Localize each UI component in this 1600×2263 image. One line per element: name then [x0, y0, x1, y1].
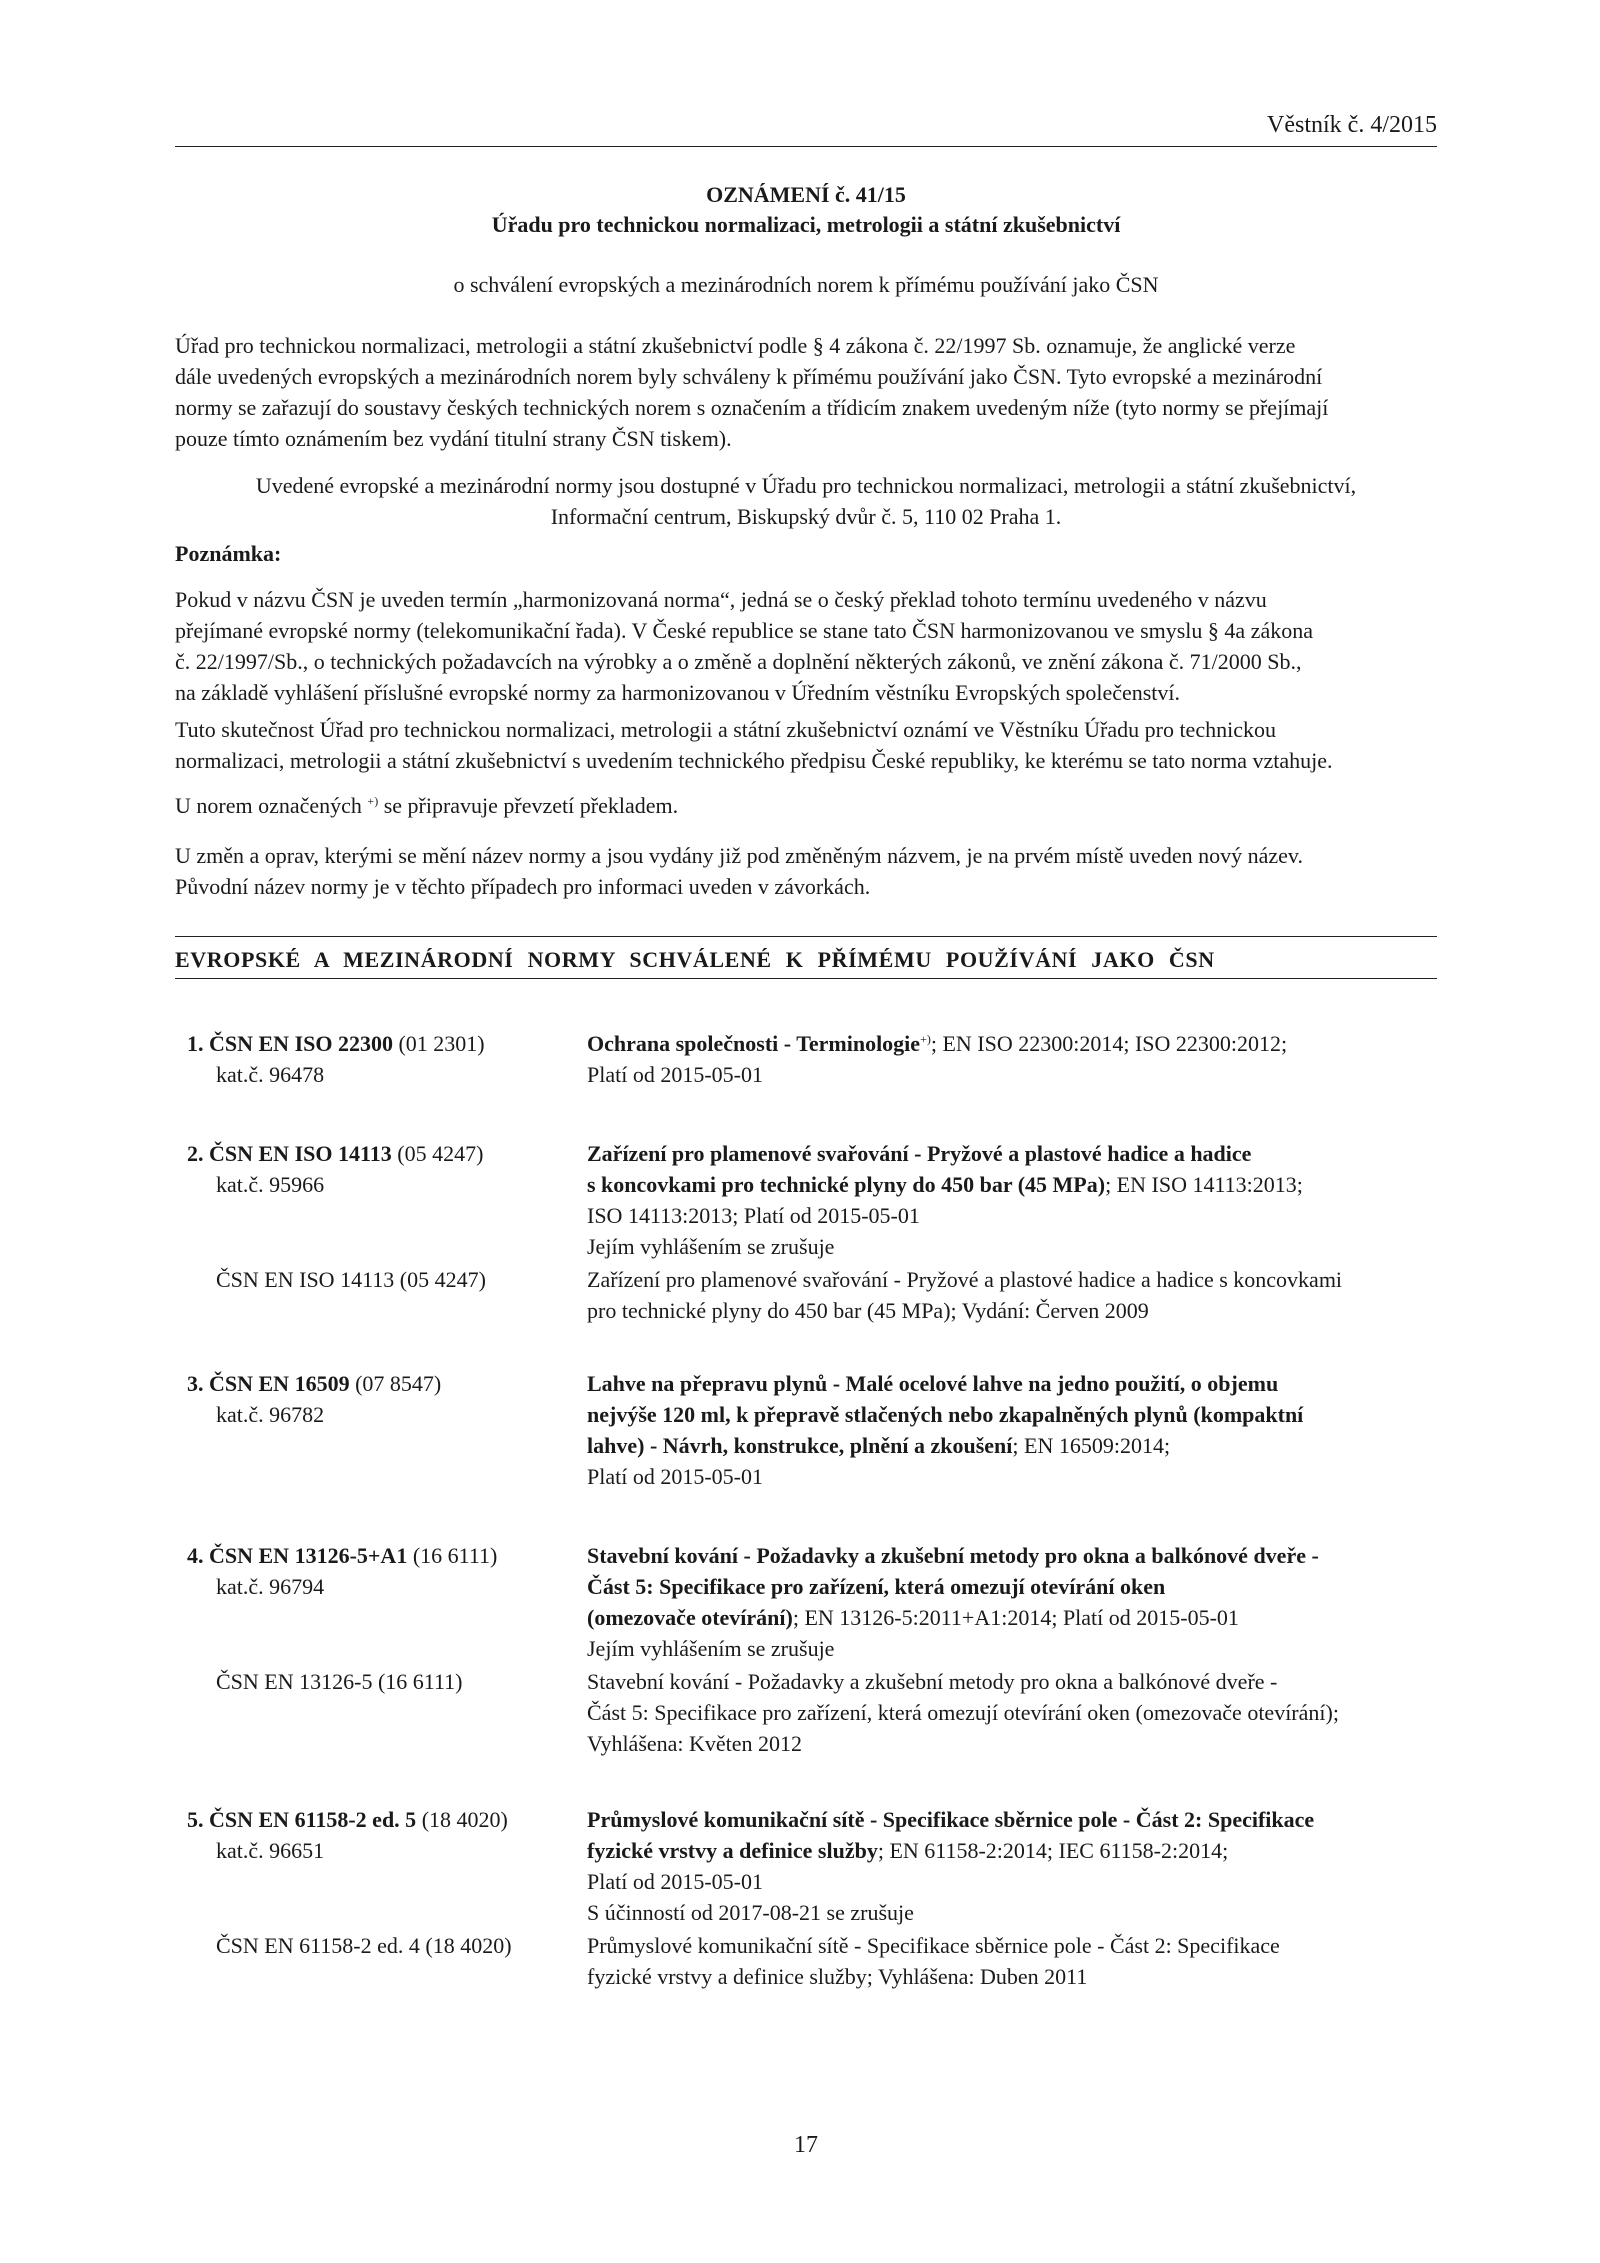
availability-line: Uvedené evropské a mezinárodní normy jsou dostupné v Úřadu pro technickou normalizaci, metrologii a státní zkušebnictví,: [255, 473, 1357, 498]
note-paragraph-publication: [175, 714, 1437, 776]
intro-paragraph: [175, 330, 1437, 454]
standard-number: 1. ČSN EN ISO 22300: [187, 1031, 393, 1056]
superseded-details: Stavební kování - Požadavky a zkušební metody pro okna a balkónové dveře -: [587, 1669, 1278, 1694]
standard-title: (omezovače otevírání): [587, 1605, 793, 1630]
superseded-details: pro technické plyny do 450 bar (45 MPa); Vydání: Červen 2009: [587, 1298, 1149, 1323]
standard-title: Zařízení pro plamenové svařování - Pryžové a plastové hadice a hadice: [587, 1141, 1252, 1166]
standard-id: [187, 1540, 567, 1602]
standard-description: [587, 1138, 1437, 1262]
availability-line: Informační centrum, Biskupský dvůr č. 5, 110 02 Praha 1.: [550, 504, 1062, 529]
note-paragraph-amendments: [175, 840, 1437, 902]
announcement-number: OZNÁMENÍ č. 41/15: [706, 182, 906, 207]
standard-details: ; EN ISO 14113:2013;: [1105, 1172, 1303, 1197]
note-paragraph-translation: [175, 790, 1437, 821]
standard-title: Ochrana společnosti - Terminologie: [587, 1031, 921, 1056]
superseded-details: Průmyslové komunikační sítě - Specifikace sběrnice pole - Část 2: Specifikace: [587, 1933, 1280, 1958]
superseded-details: Vyhlášena: Květen 2012: [587, 1731, 803, 1756]
standard-number: 3. ČSN EN 16509: [187, 1371, 350, 1396]
standard-description: [587, 1368, 1437, 1492]
classification-code: (18 4020): [416, 1807, 508, 1832]
running-header: Věstník č. 4/2015: [1267, 112, 1437, 138]
note-line: normalizaci, metrologii a státní zkušebnictví s uvedením technického předpisu České republiky, ke kterému se tato norma vztahuje.: [175, 748, 1333, 773]
catalog-number: kat.č. 95966: [216, 1172, 325, 1197]
standard-details: ISO 14113:2013; Platí od 2015-05-01: [587, 1203, 920, 1228]
note-text: U norem označených: [175, 793, 368, 818]
translation-mark: +): [367, 794, 379, 808]
superseded-id: ČSN EN 61158-2 ed. 4 (18 4020): [216, 1933, 512, 1958]
catalog-number: kat.č. 96651: [216, 1838, 325, 1863]
standard-title: Část 5: Specifikace pro zařízení, která omezují otevírání oken: [587, 1574, 1166, 1599]
standard-title: fyzické vrstvy a definice služby: [587, 1838, 878, 1863]
standard-number: 4. ČSN EN 13126-5+A1: [187, 1543, 408, 1568]
standard-details: Jejím vyhlášením se zrušuje: [587, 1234, 835, 1259]
catalog-number: kat.č. 96782: [216, 1402, 325, 1427]
note-line: Pokud v názvu ČSN je uveden termín „harmonizovaná norma“, jedná se o český překlad tohoto termínu uvedeného v názvu: [175, 587, 1267, 612]
note-heading: Poznámka:: [175, 541, 282, 566]
standard-details: Platí od 2015-05-01: [587, 1869, 763, 1894]
standard-description: [587, 1804, 1437, 1928]
classification-code: (07 8547): [349, 1371, 442, 1396]
intro-line: normy se zařazují do soustavy českých technických norem s označením a třídicím znakem uvedeným níže (tyto normy se přejímají: [175, 395, 1329, 420]
classification-code: (16 6111): [407, 1543, 498, 1568]
standard-details: S účinností od 2017-08-21 se zrušuje: [587, 1900, 914, 1925]
note-line: přejímané evropské normy (telekomunikační řada). V České republice se stane tato ČSN harmonizovanou ve smyslu § 4a zákona: [175, 618, 1313, 643]
standard-details: ; EN ISO 22300:2014; ISO 22300:2012;: [930, 1031, 1288, 1056]
standard-title: Lahve na přepravu plynů - Malé ocelové lahve na jedno použití, o objemu: [587, 1371, 1279, 1396]
announcement-subject: o schválení evropských a mezinárodních norem k přímému používání jako ČSN: [453, 272, 1159, 297]
catalog-number: kat.č. 96478: [216, 1062, 325, 1087]
standard-details: Jejím vyhlášením se zrušuje: [587, 1636, 835, 1661]
superseded-id: ČSN EN 13126-5 (16 6111): [216, 1669, 463, 1694]
standard-title: s koncovkami pro technické plyny do 450 bar (45 MPa): [587, 1172, 1106, 1197]
standard-title: Průmyslové komunikační sítě - Specifikace sběrnice pole - Část 2: Specifikace: [587, 1807, 1315, 1832]
standard-title: lahve) - Návrh, konstrukce, plnění a zkoušení: [587, 1433, 1013, 1458]
superseded-id: ČSN EN ISO 14113 (05 4247): [216, 1267, 486, 1292]
standard-title: nejvýše 120 ml, k přepravě stlačených nebo zkapalněných plynů (kompaktní: [587, 1402, 1304, 1427]
availability-paragraph: [175, 470, 1437, 532]
standard-id: [187, 1028, 567, 1090]
standard-details: Platí od 2015-05-01: [587, 1464, 763, 1489]
intro-line: dále uvedených evropských a mezinárodních norem byly schváleny k přímému používání jako ČSN. Tyto evropské a mezinárodní: [175, 364, 1323, 389]
intro-line: pouze tímto oznámením bez vydání titulní strany ČSN tiskem).: [175, 426, 732, 451]
section-title: EVROPSKÉ A MEZINÁRODNÍ NORMY SCHVÁLENÉ K PŘÍMÉMU POUŽÍVÁNÍ JAKO ČSN: [175, 947, 1215, 972]
standard-id: [187, 1368, 567, 1430]
standard-id: [187, 1804, 567, 1866]
header-rule: [175, 146, 1437, 147]
standard-details: ; EN 61158-2:2014; IEC 61158-2:2014;: [877, 1838, 1229, 1863]
note-line: Původní název normy je v těchto případech pro informaci uveden v závorkách.: [175, 874, 871, 899]
note-line: U změn a oprav, kterými se mění název normy a jsou vydány již pod změněným názvem, je na prvém místě uveden nový název.: [175, 843, 1303, 868]
issuing-office: Úřadu pro technickou normalizaci, metrologii a státní zkušebnictví: [491, 212, 1121, 237]
standard-description: [587, 1028, 1437, 1090]
superseded-details: fyzické vrstvy a definice služby; Vyhlášena: Duben 2011: [587, 1964, 1088, 1989]
classification-code: (01 2301): [392, 1031, 485, 1056]
standard-id: [187, 1138, 567, 1200]
note-line: č. 22/1997/Sb., o technických požadavcích na výrobky a o změně a doplnění některých zákonů, ve znění zákona č. 71/2000 Sb.,: [175, 649, 1302, 674]
section-rule-top: [175, 936, 1437, 937]
note-paragraph-harmonized: [175, 584, 1437, 708]
standard-number: 2. ČSN EN ISO 14113: [187, 1141, 392, 1166]
standard-details: Platí od 2015-05-01: [587, 1062, 763, 1087]
superseded-details: Zařízení pro plamenové svařování - Pryžové a plastové hadice a hadice s koncovkami: [587, 1267, 1343, 1292]
standard-details: ; EN 13126-5:2011+A1:2014; Platí od 2015-05-01: [792, 1605, 1239, 1630]
note-text: se připravuje převzetí překladem.: [378, 793, 679, 818]
standard-title: Stavební kování - Požadavky a zkušební metody pro okna a balkónové dveře -: [587, 1543, 1319, 1568]
intro-line: Úřad pro technickou normalizaci, metrologii a státní zkušebnictví podle § 4 zákona č. 22/1997 Sb. oznamuje, že anglické verze: [175, 333, 1296, 358]
classification-code: (05 4247): [391, 1141, 484, 1166]
superseded-details: Část 5: Specifikace pro zařízení, která omezují otevírání oken (omezovače otevírání);: [587, 1700, 1339, 1725]
translation-mark: +): [920, 1032, 931, 1046]
catalog-number: kat.č. 96794: [216, 1574, 325, 1599]
page-number: 17: [794, 2132, 818, 2158]
section-rule-bottom: [175, 978, 1437, 979]
title-block: [175, 180, 1437, 300]
note-line: na základě vyhlášení příslušné evropské normy za harmonizovanou v Úředním věstníku Evropských společenství.: [175, 680, 1181, 705]
standard-description: [587, 1540, 1437, 1664]
standard-details: ; EN 16509:2014;: [1012, 1433, 1171, 1458]
standard-number: 5. ČSN EN 61158-2 ed. 5: [187, 1807, 417, 1832]
note-line: Tuto skutečnost Úřad pro technickou normalizaci, metrologii a státní zkušebnictví oznámí ve Věstníku Úřadu pro technickou: [175, 717, 1276, 742]
